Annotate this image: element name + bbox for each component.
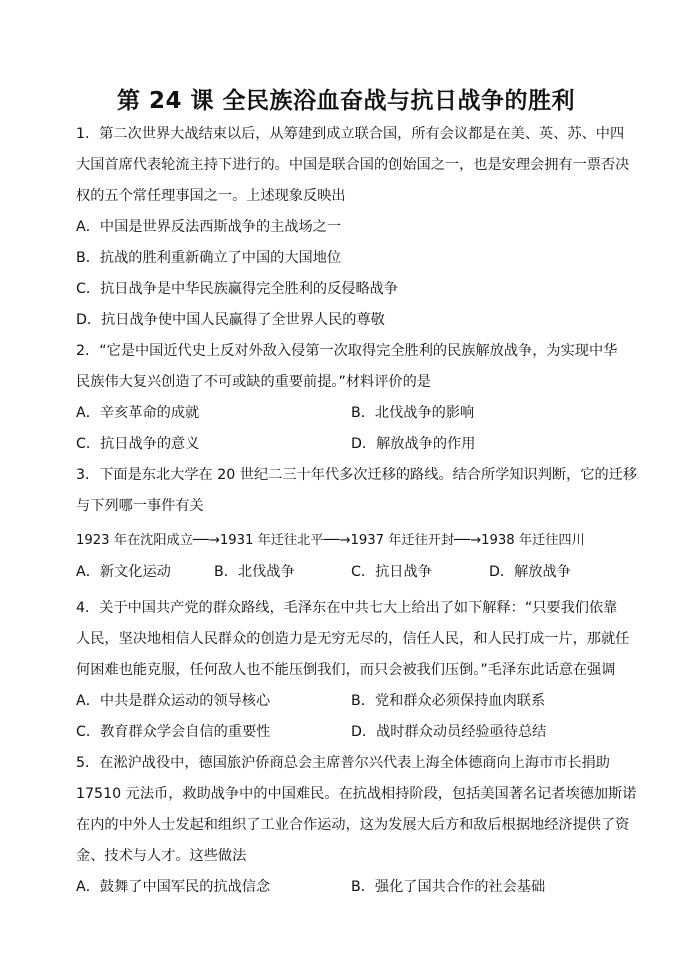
q3-option-b: B．北伐战争 (214, 564, 295, 580)
q3-option-d: D．解放战争 (489, 564, 571, 580)
q3-option-a: A．新文化运动 (76, 564, 171, 580)
page-title: 第 24 课 全民族浴血奋战与抗日战争的胜利 (116, 88, 576, 114)
q5-option-b: B．强化了国共合作的社会基础 (351, 879, 546, 895)
q4-option-b: B．党和群众必须保持血肉联系 (351, 693, 546, 709)
q4-stem-line-3: 何困难也能克服，任何敌人也不能压倒我们，而只会被我们压倒。”毛泽东此话意在强调 (76, 662, 616, 678)
q5-stem-line-1: 5．在淞沪战役中，德国旅沪侨商总会主席普尔兴代表上海全体德商向上海市市长捐助 (76, 755, 610, 771)
route-arrow-icon: ──→ (192, 533, 220, 548)
q2-option-d: D．解放战争的作用 (351, 436, 476, 452)
q1-stem-line-2: 大国首席代表轮流主持下进行的。中国是联合国的创始国之一，也是安理会拥有一票否决 (76, 157, 630, 173)
q2-stem-line-2: 民族伟大复兴创造了不可或缺的重要前提。”材料评价的是 (76, 374, 431, 390)
q2-option-c: C．抗日战争的意义 (76, 436, 200, 452)
q4-stem-line-1: 4．关于中国共产党的群众路线，毛泽东在中共七大上给出了如下解释：“只要我们依靠 (76, 600, 618, 616)
q4-option-a: A．中共是群众运动的领导核心 (76, 693, 271, 709)
q4-option-d: D．战时群众动员经验亟待总结 (351, 724, 547, 740)
q3-route-timeline (76, 531, 585, 551)
q3-option-c: C．抗日战争 (351, 564, 432, 580)
q5-stem-line-2: 17510 元法币，救助战争中的中国难民。在抗战相持阶段，包括美国著名记者埃德加斯诺 (76, 786, 637, 802)
route-step-3: 1937 年迁往开封 (350, 533, 455, 548)
route-step-4: 1938 年迁往四川 (481, 533, 585, 548)
q5-stem-line-3: 在内的中外人士发起和组织了工业合作运动，这为发展大后方和敌后根据地经济提供了资 (76, 817, 630, 833)
q2-stem-line-1: 2．“它是中国近代史上反对外敌入侵第一次取得完全胜利的民族解放战争，为实现中华 (76, 343, 618, 359)
q1-stem-line-1: 1．第二次世界大战结束以后，从筹建到成立联合国，所有会议都是在美、英、苏、中四 (76, 126, 625, 142)
q2-option-a: A．辛亥革命的成就 (76, 405, 200, 421)
q3-stem-line-2: 与下列哪一事件有关 (76, 498, 204, 514)
q1-option-a: A．中国是世界反法西斯战争的主战场之一 (76, 219, 342, 235)
route-arrow-icon: ──→ (323, 533, 351, 548)
q1-option-d: D．抗日战争使中国人民赢得了全世界人民的尊敬 (76, 312, 385, 328)
route-step-2: 1931 年迁往北平 (219, 533, 324, 548)
route-arrow-icon: ──→ (454, 533, 482, 548)
q1-option-c: C．抗日战争是中华民族赢得完全胜利的反侵略战争 (76, 281, 399, 297)
q1-stem-line-3: 权的五个常任理事国之一。上述现象反映出 (76, 188, 346, 204)
q1-option-b: B．抗战的胜利重新确立了中国的大国地位 (76, 250, 342, 266)
q4-stem-line-2: 人民，坚决地相信人民群众的创造力是无穷无尽的，信任人民，和人民打成一片，那就任 (76, 631, 630, 647)
q4-option-c: C．教育群众学会自信的重要性 (76, 724, 271, 740)
route-step-1: 1923 年在沈阳成立 (76, 533, 193, 548)
q2-option-b: B．北伐战争的影响 (351, 405, 475, 421)
q5-stem-line-4: 金、技术与人才。这些做法 (76, 848, 247, 864)
q5-option-a: A．鼓舞了中国军民的抗战信念 (76, 879, 271, 895)
q3-stem-line-1: 3．下面是东北大学在 20 世纪二三十年代多次迁移的路线。结合所学知识判断，它的迁移 (76, 467, 638, 483)
